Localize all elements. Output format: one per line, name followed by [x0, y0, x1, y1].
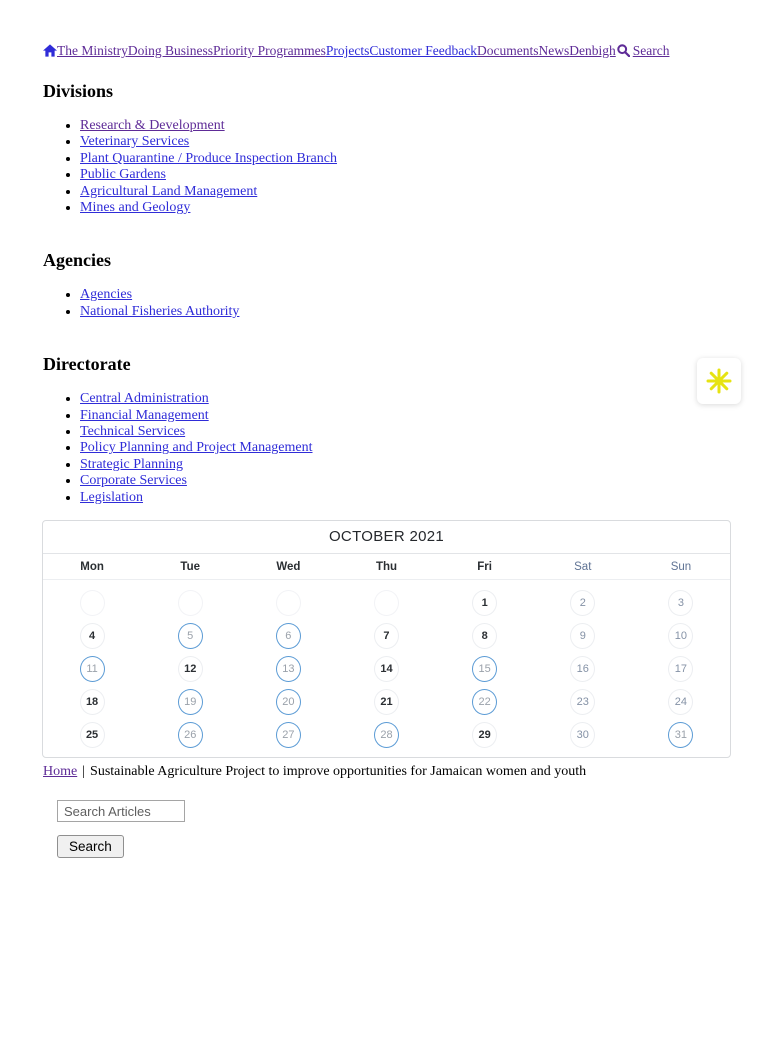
list-item: [80, 457, 730, 473]
nav-link-projects[interactable]: Projects: [325, 43, 370, 58]
calendar-week-row: [43, 718, 730, 751]
calendar-day-5[interactable]: 5: [178, 623, 203, 649]
list-item: [80, 167, 730, 183]
link-national-fisheries-authority[interactable]: National Fisheries Authority: [80, 303, 240, 319]
link-mines-and-geology[interactable]: Mines and Geology: [80, 200, 191, 216]
calendar-day-15[interactable]: 15: [472, 656, 497, 682]
calendar-day-13[interactable]: 13: [276, 656, 301, 682]
calendar-day-1: 1: [472, 590, 497, 616]
link-veterinary-services[interactable]: Veterinary Services: [80, 134, 190, 150]
day-header-wed: Wed: [276, 560, 301, 573]
list-item: [80, 118, 730, 134]
calendar-day-17: 17: [668, 656, 693, 682]
list-item: [80, 440, 730, 456]
nav-search-icon-wrap: [617, 43, 630, 58]
nav-link-customer-feedback[interactable]: Customer Feedback: [369, 43, 477, 58]
calendar-day-18: 18: [80, 689, 105, 715]
calendar-day-28[interactable]: 28: [374, 722, 399, 748]
calendar-day-22[interactable]: 22: [472, 689, 497, 715]
list-item: [80, 473, 730, 489]
section-agencies: [43, 250, 730, 320]
calendar-day-empty: [276, 590, 301, 616]
calendar-day-29: 29: [472, 722, 497, 748]
list-item: [80, 391, 730, 407]
breadcrumb-home-link[interactable]: Home: [43, 764, 78, 780]
list-item: [80, 408, 730, 424]
calendar-day-9: 9: [570, 623, 595, 649]
sections-area: [43, 81, 730, 506]
day-header-mon: Mon: [80, 560, 104, 573]
section-divisions: [43, 81, 730, 216]
nav-link-doing-business[interactable]: Doing Business: [127, 43, 214, 58]
link-corporate-services[interactable]: Corporate Services: [80, 473, 187, 489]
list-item: [80, 304, 730, 320]
calendar-day-14: 14: [374, 656, 399, 682]
asterisk-icon: [705, 367, 733, 395]
link-technical-services[interactable]: Technical Services: [80, 424, 186, 440]
link-list: [43, 118, 730, 216]
link-plant-quarantine-produce-inspection-branch[interactable]: Plant Quarantine / Produce Inspection Branch: [80, 150, 337, 166]
main-nav: [43, 43, 730, 59]
calendar-day-10: 10: [668, 623, 693, 649]
calendar-day-19[interactable]: 19: [178, 689, 203, 715]
list-item: [80, 200, 730, 216]
calendar-day-21: 21: [374, 689, 399, 715]
calendar-day-16: 16: [570, 656, 595, 682]
calendar-week-row: [43, 619, 730, 652]
search-articles-input[interactable]: [57, 800, 185, 822]
calendar-day-25: 25: [80, 722, 105, 748]
nav-link-news[interactable]: News: [538, 43, 570, 58]
nav-search-link[interactable]: Search: [632, 43, 670, 58]
calendar-title: OCTOBER 2021: [43, 521, 730, 554]
search-icon: [617, 44, 630, 57]
list-item: [80, 184, 730, 200]
calendar-day-6[interactable]: 6: [276, 623, 301, 649]
calendar-day-headers: [43, 554, 730, 580]
list-item: [80, 151, 730, 167]
calendar-day-24: 24: [668, 689, 693, 715]
calendar-day-7: 7: [374, 623, 399, 649]
calendar-week-row: [43, 586, 730, 619]
calendar-day-23: 23: [570, 689, 595, 715]
accessibility-widget-button[interactable]: [697, 358, 741, 404]
search-articles-button[interactable]: Search: [57, 835, 124, 858]
list-item: [80, 490, 730, 506]
calendar-day-empty: [178, 590, 203, 616]
breadcrumb-separator: |: [82, 764, 86, 780]
calendar: [42, 520, 731, 758]
calendar-day-2: 2: [570, 590, 595, 616]
calendar-day-26[interactable]: 26: [178, 722, 203, 748]
calendar-day-27[interactable]: 27: [276, 722, 301, 748]
article-search-form: [57, 800, 730, 858]
calendar-day-empty: [80, 590, 105, 616]
link-central-administration[interactable]: Central Administration: [80, 391, 209, 407]
link-financial-management[interactable]: Financial Management: [80, 407, 209, 423]
calendar-day-3: 3: [668, 590, 693, 616]
calendar-day-4: 4: [80, 623, 105, 649]
list-item: [80, 424, 730, 440]
link-list: [43, 391, 730, 506]
nav-link-documents[interactable]: Documents: [477, 43, 539, 58]
calendar-day-empty: [374, 590, 399, 616]
section-heading-divisions: Divisions: [43, 81, 114, 101]
breadcrumb-page-title: Sustainable Agriculture Project to improve opportunities for Jamaican women and youth: [90, 764, 587, 780]
link-policy-planning-and-project-management[interactable]: Policy Planning and Project Management: [80, 440, 313, 456]
section-heading-directorate: Directorate: [43, 354, 131, 375]
home-link[interactable]: [43, 43, 57, 58]
link-public-gardens[interactable]: Public Gardens: [80, 167, 166, 183]
calendar-week-row: [43, 685, 730, 718]
list-item: [80, 134, 730, 150]
home-icon: [43, 44, 57, 57]
link-list: [43, 287, 730, 320]
day-header-thu: Thu: [375, 560, 398, 573]
calendar-week-row: [43, 652, 730, 685]
section-directorate: [43, 354, 730, 506]
link-strategic-planning[interactable]: Strategic Planning: [80, 456, 184, 472]
nav-link-the-ministry[interactable]: The Ministry: [57, 43, 128, 58]
link-agencies[interactable]: Agencies: [80, 287, 133, 303]
day-header-tue: Tue: [180, 560, 200, 573]
nav-link-priority-programmes[interactable]: Priority Programmes: [213, 43, 326, 58]
day-header-sat: Sat: [574, 560, 592, 573]
nav-link-denbigh[interactable]: Denbigh: [569, 43, 616, 58]
section-heading-agencies: Agencies: [43, 250, 111, 271]
calendar-day-8: 8: [472, 623, 497, 649]
link-agricultural-land-management[interactable]: Agricultural Land Management: [80, 183, 258, 199]
calendar-day-11[interactable]: 11: [80, 656, 105, 682]
calendar-day-31[interactable]: 31: [668, 722, 693, 748]
breadcrumb: [43, 763, 730, 780]
day-header-sun: Sun: [670, 560, 692, 573]
calendar-grid: [43, 580, 730, 757]
day-header-fri: Fri: [477, 560, 492, 573]
calendar-day-12: 12: [178, 656, 203, 682]
list-item: [80, 287, 730, 303]
calendar-day-30: 30: [570, 722, 595, 748]
link-legislation[interactable]: Legislation: [80, 489, 143, 505]
link-research-development[interactable]: Research & Development: [80, 118, 225, 133]
calendar-day-20[interactable]: 20: [276, 689, 301, 715]
